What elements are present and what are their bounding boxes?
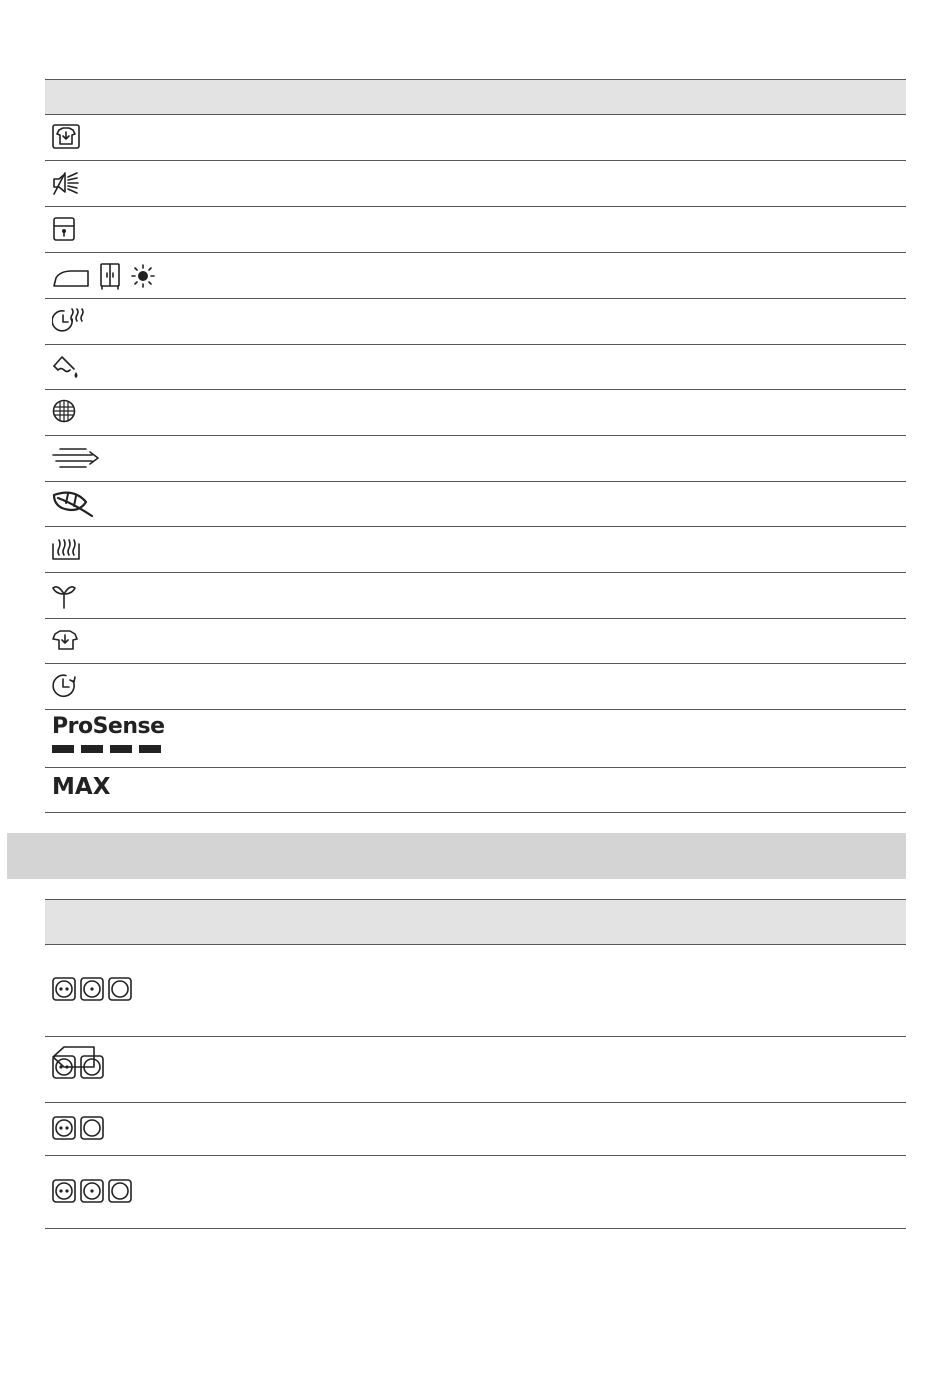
table-row [45,945,906,1037]
symbols-table [45,79,906,813]
table-row [45,1103,906,1156]
sound-off-icon [52,171,82,197]
table-row [45,1037,906,1103]
drum-icon [52,399,80,427]
table-row [45,299,906,345]
programme-table [45,899,906,1229]
table-row [45,527,906,573]
table-row [45,436,906,482]
max-text: MAX [52,774,111,800]
steam-tray-icon [52,536,82,564]
temperature-dots-icon [52,1055,108,1081]
table-row [45,710,906,768]
section-heading-bar [7,833,906,879]
prosense-logo-text: ProSense [52,714,165,739]
table-row [45,768,906,813]
table-row [45,573,906,619]
table-row [45,161,906,207]
table-row [45,1156,906,1229]
table-row [45,619,906,664]
temperature-dots-icon [52,977,136,1003]
prosense-bars [52,745,164,755]
table-row [45,664,906,710]
fast-forward-lines-icon [52,446,104,472]
table-row [45,207,906,253]
temperature-dots-icon [52,1179,136,1205]
timer-icon [52,673,80,701]
eco-leaf-icon [52,490,100,520]
water-drop-icon [52,354,86,382]
sprout-icon [52,582,80,610]
symbols-table-header [45,79,906,115]
tshirt-framed-icon [52,124,82,152]
time-steam-icon [52,307,86,335]
child-lock-icon [52,216,78,244]
table-row [45,390,906,436]
table-row [45,482,906,527]
programme-table-header [45,899,906,945]
tshirt-icon [52,629,80,655]
table-row [45,253,906,299]
iron-cupboard-dry-icon [52,262,164,290]
temperature-dots-icon [52,1116,108,1142]
table-row [45,115,906,161]
table-row [45,345,906,390]
